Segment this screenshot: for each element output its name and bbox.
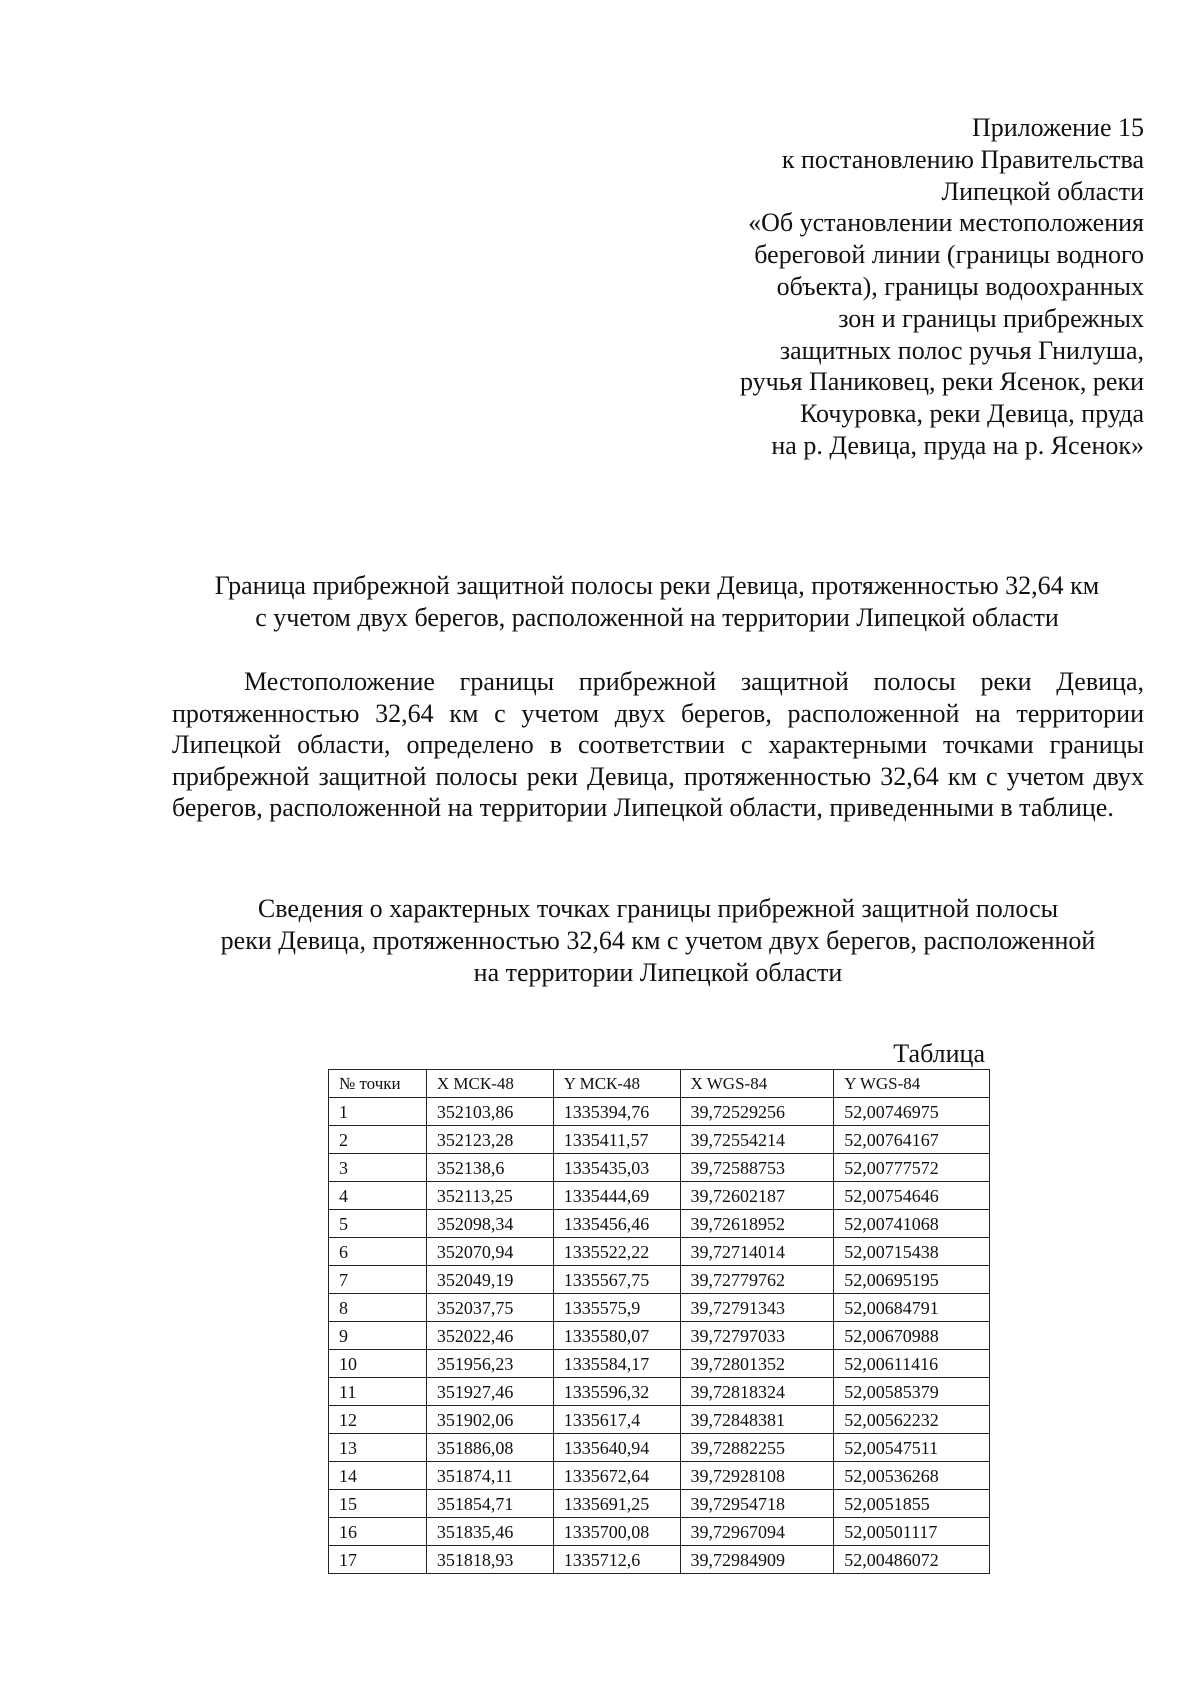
y-wgs84-cell: 52,00611416	[834, 1350, 990, 1378]
x-wgs84-cell: 39,72529256	[680, 1098, 834, 1126]
x-msk48-cell: 351902,06	[426, 1406, 553, 1434]
y-msk48-cell: 1335435,03	[553, 1154, 680, 1182]
y-msk48-cell: 1335567,75	[553, 1266, 680, 1294]
point-number-cell: 10	[329, 1350, 427, 1378]
point-number-cell: 4	[329, 1182, 427, 1210]
y-msk48-cell: 1335700,08	[553, 1518, 680, 1546]
table-heading-line: реки Девица, протяженностью 32,64 км с учетом двух берегов, расположенной	[220, 926, 1096, 955]
table-row	[329, 1406, 990, 1434]
column-header-y-msk48: Y МСК-48	[553, 1070, 680, 1098]
table-row	[329, 1434, 990, 1462]
x-wgs84-cell: 39,72618952	[680, 1210, 834, 1238]
appendix-line: на р. Девица, пруда на р. Ясенок»	[771, 430, 1144, 460]
appendix-line: Приложение 15	[971, 113, 1144, 142]
table-heading	[172, 893, 1144, 989]
column-header-point-number: № точки	[329, 1070, 427, 1098]
x-wgs84-cell: 39,72928108	[680, 1462, 834, 1490]
x-msk48-cell: 352103,86	[426, 1098, 553, 1126]
y-msk48-cell: 1335712,6	[553, 1546, 680, 1574]
table-row	[329, 1154, 990, 1182]
appendix-line: ручья Паниковец, реки Ясенок, реки	[739, 367, 1144, 397]
x-msk48-cell: 352049,19	[426, 1266, 553, 1294]
table-row	[329, 1490, 990, 1518]
appendix-header	[584, 112, 1144, 462]
y-msk48-cell: 1335394,76	[553, 1098, 680, 1126]
appendix-line: Кочуровка, реки Девица, пруда	[799, 399, 1144, 429]
table-row	[329, 1322, 990, 1350]
y-msk48-cell: 1335584,17	[553, 1350, 680, 1378]
x-msk48-cell: 351874,11	[426, 1462, 553, 1490]
title-line: с учетом двух берегов, расположенной на территории Липецкой области	[255, 603, 1059, 632]
table-row	[329, 1126, 990, 1154]
y-msk48-cell: 1335596,32	[553, 1378, 680, 1406]
point-number-cell: 13	[329, 1434, 427, 1462]
table-caption: Таблица	[893, 1039, 985, 1068]
y-wgs84-cell: 52,00536268	[834, 1462, 990, 1490]
y-wgs84-cell: 52,00777572	[834, 1154, 990, 1182]
x-msk48-cell: 351854,71	[426, 1490, 553, 1518]
y-wgs84-cell: 52,0051855	[834, 1490, 990, 1518]
point-number-cell: 5	[329, 1210, 427, 1238]
x-msk48-cell: 351835,46	[426, 1518, 553, 1546]
y-msk48-cell: 1335672,64	[553, 1462, 680, 1490]
x-msk48-cell: 352037,75	[426, 1294, 553, 1322]
point-number-cell: 12	[329, 1406, 427, 1434]
point-number-cell: 11	[329, 1378, 427, 1406]
y-wgs84-cell: 52,00746975	[834, 1098, 990, 1126]
y-msk48-cell: 1335691,25	[553, 1490, 680, 1518]
appendix-line: защитных полос ручья Гнилуша,	[779, 335, 1144, 365]
x-msk48-cell: 352022,46	[426, 1322, 553, 1350]
x-wgs84-cell: 39,72954718	[680, 1490, 834, 1518]
point-number-cell: 9	[329, 1322, 427, 1350]
table-row	[329, 1294, 990, 1322]
y-wgs84-cell: 52,00670988	[834, 1322, 990, 1350]
x-msk48-cell: 351818,93	[426, 1546, 553, 1574]
y-wgs84-cell: 52,00684791	[834, 1294, 990, 1322]
table-row	[329, 1266, 990, 1294]
appendix-line: береговой линии (границы водного	[754, 240, 1144, 270]
y-wgs84-cell: 52,00585379	[834, 1378, 990, 1406]
x-wgs84-cell: 39,72848381	[680, 1406, 834, 1434]
appendix-line: Липецкой области	[941, 176, 1144, 206]
column-header-y-wgs84: Y WGS-84	[834, 1070, 990, 1098]
x-msk48-cell: 352113,25	[426, 1182, 553, 1210]
table-row	[329, 1210, 990, 1238]
y-wgs84-cell: 52,00486072	[834, 1546, 990, 1574]
x-msk48-cell: 351886,08	[426, 1434, 553, 1462]
column-header-x-wgs84: X WGS-84	[680, 1070, 834, 1098]
y-msk48-cell: 1335522,22	[553, 1238, 680, 1266]
y-msk48-cell: 1335444,69	[553, 1182, 680, 1210]
y-msk48-cell: 1335617,4	[553, 1406, 680, 1434]
document-title	[170, 570, 1144, 634]
title-line: Граница прибрежной защитной полосы реки Девица, протяженностью 32,64 км	[214, 571, 1100, 600]
y-msk48-cell: 1335580,07	[553, 1322, 680, 1350]
x-wgs84-cell: 39,72967094	[680, 1518, 834, 1546]
x-wgs84-cell: 39,72602187	[680, 1182, 834, 1210]
x-msk48-cell: 351927,46	[426, 1378, 553, 1406]
point-number-cell: 15	[329, 1490, 427, 1518]
y-msk48-cell: 1335411,57	[553, 1126, 680, 1154]
point-number-cell: 17	[329, 1546, 427, 1574]
column-header-x-msk48: X МСК-48	[426, 1070, 553, 1098]
table-row	[329, 1378, 990, 1406]
x-msk48-cell: 351956,23	[426, 1350, 553, 1378]
x-wgs84-cell: 39,72554214	[680, 1126, 834, 1154]
y-wgs84-cell: 52,00695195	[834, 1266, 990, 1294]
point-number-cell: 14	[329, 1462, 427, 1490]
point-number-cell: 8	[329, 1294, 427, 1322]
body-paragraph: Местоположение границы прибрежной защитной полосы реки Девица, протяженностью 32,64 км с учетом двух берегов, расположенной на территории Липецкой области, определено в соответствии с характерными точками границы прибрежной защитной полосы реки Девица, протяженностью 32,64 км с учетом двух берегов, расположенной на территории Липецкой области, приведенными в таблице.	[172, 667, 1144, 823]
x-wgs84-cell: 39,72818324	[680, 1378, 834, 1406]
table-header-row	[329, 1070, 990, 1098]
x-wgs84-cell: 39,72882255	[680, 1434, 834, 1462]
y-msk48-cell: 1335640,94	[553, 1434, 680, 1462]
x-msk48-cell: 352098,34	[426, 1210, 553, 1238]
table-heading-line: на территории Липецкой области	[473, 958, 843, 987]
point-number-cell: 16	[329, 1518, 427, 1546]
table-heading-line: Сведения о характерных точках границы прибрежной защитной полосы	[257, 894, 1059, 923]
y-wgs84-cell: 52,00764167	[834, 1126, 990, 1154]
x-wgs84-cell: 39,72588753	[680, 1154, 834, 1182]
x-wgs84-cell: 39,72797033	[680, 1322, 834, 1350]
appendix-line: объекта), границы водоохранных	[776, 271, 1144, 301]
table-row	[329, 1098, 990, 1126]
point-number-cell: 1	[329, 1098, 427, 1126]
x-msk48-cell: 352138,6	[426, 1154, 553, 1182]
table-body	[329, 1098, 990, 1574]
table-row	[329, 1350, 990, 1378]
x-wgs84-cell: 39,72801352	[680, 1350, 834, 1378]
table-row	[329, 1518, 990, 1546]
table-row	[329, 1546, 990, 1574]
y-wgs84-cell: 52,00754646	[834, 1182, 990, 1210]
y-msk48-cell: 1335575,9	[553, 1294, 680, 1322]
coordinates-table	[328, 1069, 990, 1574]
y-wgs84-cell: 52,00501117	[834, 1518, 990, 1546]
table-row	[329, 1182, 990, 1210]
x-wgs84-cell: 39,72779762	[680, 1266, 834, 1294]
x-wgs84-cell: 39,72714014	[680, 1238, 834, 1266]
x-wgs84-cell: 39,72791343	[680, 1294, 834, 1322]
appendix-line: к постановлению Правительства	[781, 144, 1144, 174]
appendix-line: «Об установлении местоположения	[748, 208, 1144, 238]
y-wgs84-cell: 52,00715438	[834, 1238, 990, 1266]
table-row	[329, 1462, 990, 1490]
x-wgs84-cell: 39,72984909	[680, 1546, 834, 1574]
appendix-line: зон и границы прибрежных	[838, 303, 1144, 333]
point-number-cell: 3	[329, 1154, 427, 1182]
y-wgs84-cell: 52,00741068	[834, 1210, 990, 1238]
y-msk48-cell: 1335456,46	[553, 1210, 680, 1238]
point-number-cell: 7	[329, 1266, 427, 1294]
x-msk48-cell: 352123,28	[426, 1126, 553, 1154]
point-number-cell: 6	[329, 1238, 427, 1266]
x-msk48-cell: 352070,94	[426, 1238, 553, 1266]
y-wgs84-cell: 52,00547511	[834, 1434, 990, 1462]
y-wgs84-cell: 52,00562232	[834, 1406, 990, 1434]
table-row	[329, 1238, 990, 1266]
point-number-cell: 2	[329, 1126, 427, 1154]
